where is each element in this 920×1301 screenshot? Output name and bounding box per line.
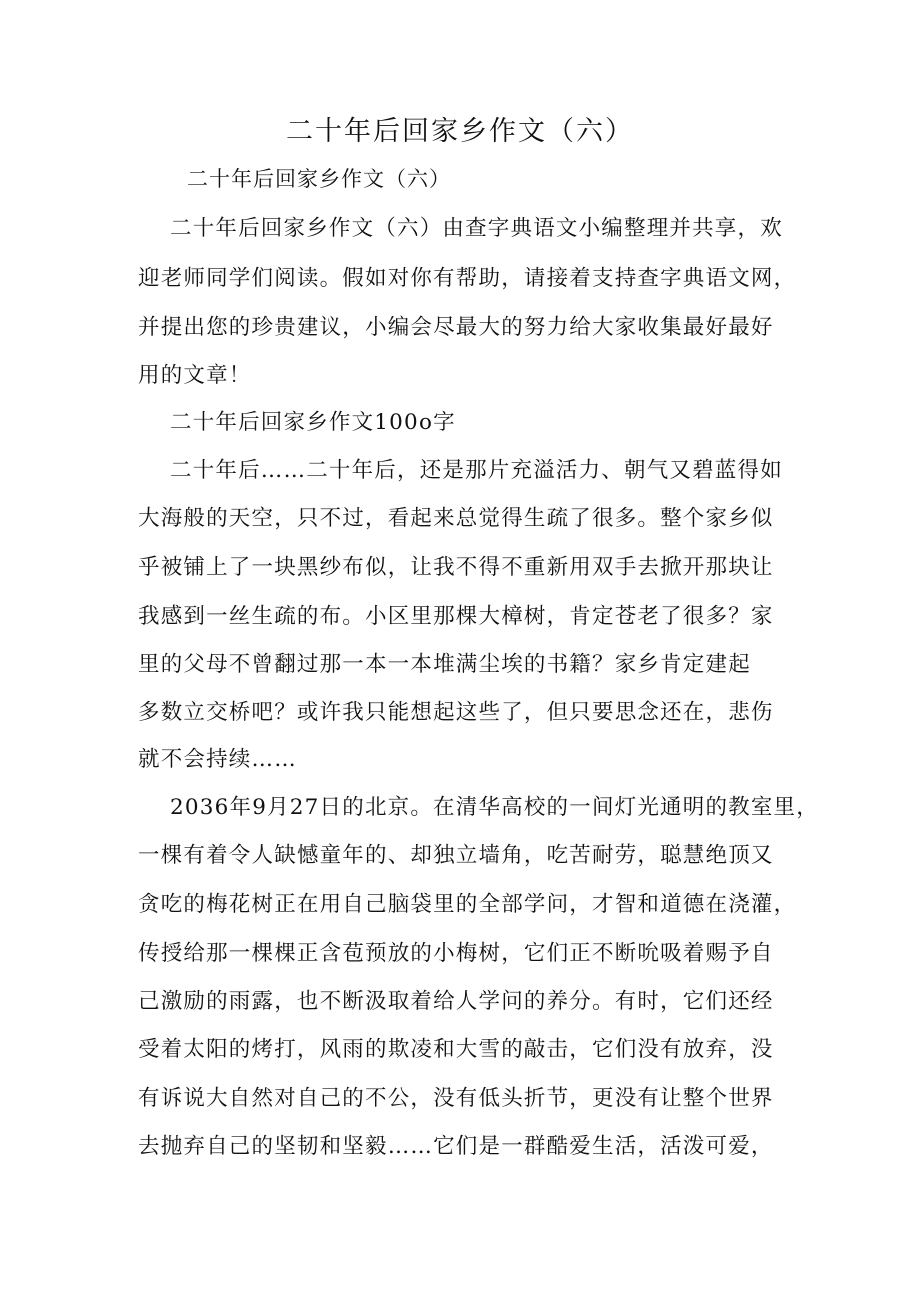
body-line: 有诉说大自然对自己的不公，没有低头折节，更没有让整个世界: [138, 1086, 774, 1111]
body-line: 用的文章！: [138, 363, 252, 388]
document-subtitle: 二十年后回家乡作文（六）: [187, 167, 451, 191]
body-line: 就不会持续……: [138, 747, 297, 772]
body-line: 传授给那一棵棵正含苞预放的小梅树，它们正不断吮吸着赐予自: [138, 941, 774, 966]
body-line: 迎老师同学们阅读。假如对你有帮助，请接着支持查字典语文网，: [138, 266, 797, 291]
body-line: 2036年9月27日的北京。在清华高校的一间灯光通明的教室里，: [170, 795, 819, 820]
body-line: 并提出您的珍贵建议，小编会尽最大的努力给大家收集最好最好: [138, 315, 774, 340]
body-line: 一棵有着令人缺憾童年的、却独立墙角，吃苦耐劳，聪慧绝顶又: [138, 843, 774, 868]
body-line: 二十年后回家乡作文（六）由查字典语文小编整理并共享，欢: [170, 216, 783, 241]
body-line: 乎被铺上了一块黑纱布似，让我不得不重新用双手去掀开那块让: [138, 555, 774, 580]
body-line: 里的父母不曾翻过那一本一本堆满尘埃的书籍？家乡肯定建起: [138, 652, 751, 677]
document-title: 二十年后回家乡作文（六）: [286, 116, 634, 147]
body-line: 去抛弃自己的坚韧和坚毅……它们是一群酷爱生活，活泼可爱，: [138, 1134, 774, 1159]
body-line: 受着太阳的烤打，风雨的欺凌和大雪的敲击，它们没有放弃，没: [138, 1037, 774, 1062]
body-line: 贪吃的梅花树正在用自己脑袋里的全部学问，才智和道德在浇灌，: [138, 892, 797, 917]
body-line: 二十年后……二十年后，还是那片充溢活力、朝气又碧蓝得如: [170, 458, 783, 483]
body-line: 二十年后回家乡作文100o字: [170, 410, 456, 435]
body-line: 大海般的天空，只不过，看起来总觉得生疏了很多。整个家乡似: [138, 506, 774, 531]
body-line: 己激励的雨露，也不断汲取着给人学问的养分。有时，它们还经: [138, 989, 774, 1014]
body-line: 多数立交桥吧？或许我只能想起这些了，但只要思念还在，悲伤: [138, 700, 774, 725]
body-line: 我感到一丝生疏的布。小区里那棵大樟树，肯定苍老了很多？家: [138, 604, 774, 629]
